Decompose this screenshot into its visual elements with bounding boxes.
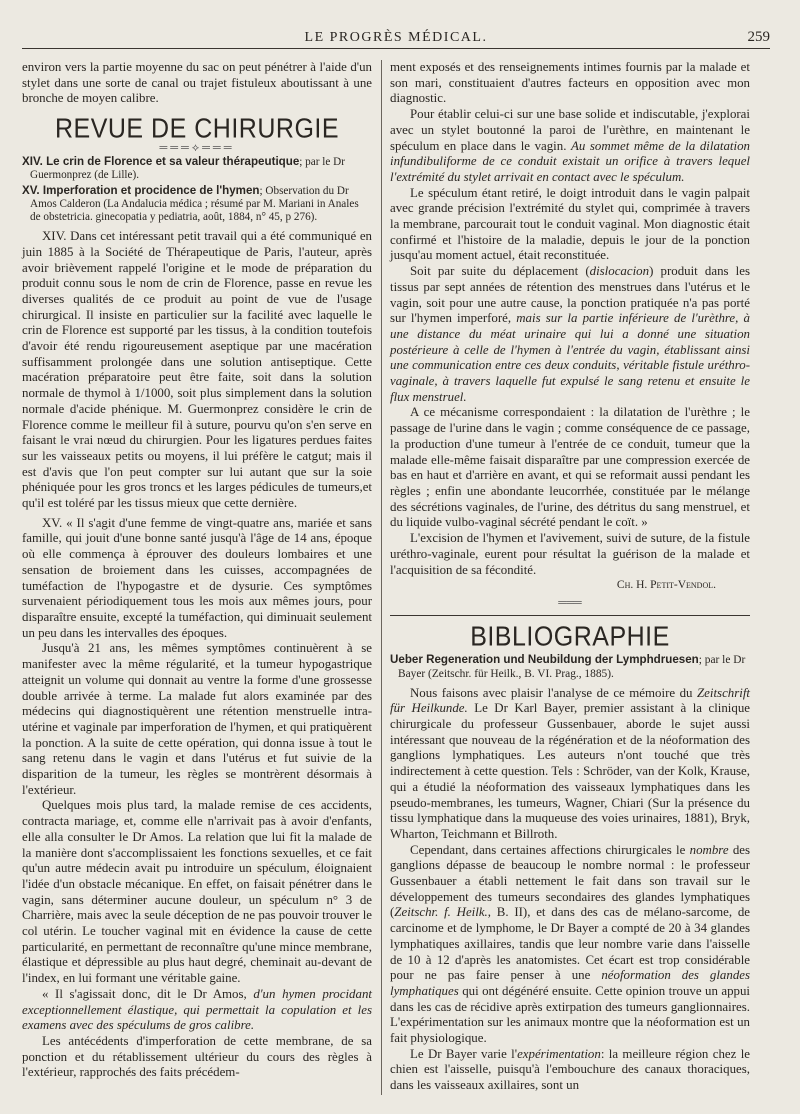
paragraph-xiv: XIV. Dans cet intéressant petit travail qui a été communiqué en juin 1885 à la Société de Thérapeutique de Paris, l'auteur, après avoir brièvement rappelé l'origine et le mode de préparation du produit connu sous le nom de crin de Florence, passe en revue les diverses qualités de ce produit au point de vue de l'usage chirurgical. Il insiste en particulier sur la facilité avec laquelle le crin de Florence est supporté par les tissus, à la condition toutefois d'avoir été rendu rigoureusement aseptique par une macération suffisamment prolongée dans une solution antiseptique. Cette macération préparatoire peut être faite, soit dans la solution normale de thymol à 1/1000, soit plus simplement dans la solution normale d'acide phénique. M. Guermonprez considère le crin de Florence comme le meilleur fil à suture, pourvu qu'on s'en serve en faisant le vrai nœud du chirurgien. Pour les ligatures perdues faites sur les vaisseaux petits ou moyens, il lui préfère le catgut; mais il est d'avis que l'on peut compter sur lui autant que sur la soie phéniquée pour les gros troncs et les larges pédicules de tumeurs,et qu'il est toléré par les tissus mieux que cette dernière.	[22, 229, 372, 511]
paragraph: Les antécédents d'imperforation de cette membrane, de sa ponction et du rétablissement ultérieur du cours des règles à l'extérieur, rapprochés des faits précédem-	[22, 1033, 372, 1080]
biblio-entry-rest: ; par le Dr Bayer (Zeitschr. für Heilk., B. VI. Prag., 1885).	[398, 654, 746, 680]
paragraph: A ce mécanisme correspondaient : la dilatation de l'urèthre ; le passage de l'urine dans le vagin ; comme conséquence de ce passage, la production d'une tumeur à l'entrée de ce conduit, tumeur que la malade elle-même faisait disparaître par une compression exercée de bas en haut et d'arrière en avant, et qui se reformait aussi pendant les règles ; enfin une abondante leucorrhée, constituée par le mélange des sécrétions vaginales, de l'urine, des détritus du sang menstruel, et du liquide vulbo-vaginal sécrété pendant le coït. »	[390, 405, 750, 530]
text-italic: Au sommet même de la dilatation infundibuliforme de ce conduit existait un orifice à travers lequel l'extrémité du stylet arrivait en contact avec le spéculum.	[390, 138, 750, 184]
text-plain: des ganglions dépasse de beaucoup le nombre normal : le professeur Gussenbauer a établi nettement le fait dans son travail sur le développement des tumeurs secondaires des glandes lymphatiques (	[390, 842, 751, 920]
right-column	[390, 60, 750, 1094]
paragraph	[390, 107, 750, 186]
section-title-revue: REVUE DE CHIRURGIE	[54, 113, 340, 145]
text-italic: expérimentation	[517, 1046, 601, 1061]
text-plain: Cependant, dans certaines affections chirurgicales le	[410, 842, 690, 857]
entry-xiv-rest: ; par le Dr Guermonprez (de Lille).	[30, 156, 345, 182]
paragraph-quote	[22, 987, 372, 1034]
text-italic: Zeitschrift für Heilkunde.	[390, 685, 750, 716]
section-title-bibliographie: BIBLIOGRAPHIE	[470, 621, 670, 653]
text-italic: nombre	[689, 842, 729, 857]
paragraph	[390, 264, 750, 405]
ornament-divider: ═══⟡═══	[159, 142, 235, 155]
text-plain: : la meilleure région chez le chien est l'aisselle, puisqu'à l'embouchure des canaux thoraciques, dans les vaisseaux axillaires, sont un	[390, 1046, 750, 1093]
text-italic: néoformation des glandes lymphatiques	[390, 968, 751, 998]
ornament-divider: ═══	[558, 596, 582, 609]
quote-plain: « Il s'agissait donc, dit le Dr Amos,	[42, 986, 254, 1001]
text-italic: Zeitschr. f. Heilk.	[394, 905, 488, 920]
biblio-entry-title: Ueber Regeneration und Neubildung der Lymphdruesen	[390, 653, 699, 667]
paragraph: L'excision de l'hymen et l'avivement, suivi de suture, de la fistule uréthro-vaginale, eurent pour résultat la guérison de la malade et l'acquisition de sa fécondité.	[390, 531, 750, 577]
quote-italic: d'un hymen procidant exceptionnellement élastique, qui permettait la copulation et les examens avec des spéculums de gros calibre.	[22, 986, 372, 1033]
text-plain: Nous faisons avec plaisir l'analyse de ce mémoire du	[410, 685, 697, 700]
continued-paragraph: environ vers la partie moyenne du sac on peut pénétrer à l'aide d'un stylet dans une sorte de canal ou trajet fistuleux aboutissant à une bronche de moyen calibre.	[22, 60, 372, 106]
text-italic: dislocacion	[589, 264, 650, 279]
text-plain: Soit par suite du déplacement (	[410, 264, 590, 279]
paragraph: Le spéculum étant retiré, le doigt introduit dans le vagin palpait avec grande précision l'extrémité du stylet qui, comprimée à travers la membrane, parcourait tout le conduit vaginal. Mon diagnostic était confirmé et l'histoire de la maladie, depuis le jour de la ponction jusqu'au moment actuel, était reconstituée.	[390, 185, 750, 263]
paragraph: Quelques mois plus tard, la malade remise de ces accidents, contracta mariage, et, comme elle n'arrivait pas à avoir d'enfants, elle alla consulter le Dr Amos. La relation que lui fit la malade de la manière dont s'accomplissaient les fonctions sexuelles, et ce fait qu'un autre médecin avait pu introduire un spéculum, éloignaient l'idée d'un obstacle mécanique. En effet, on faisait pénétrer dans le vagin, sans déterminer aucune douleur, un spéculum n° 3 de Charrière, mais avec la seule déception de ne pas pouvoir trouver le col utérin. Le toucher vaginal mit en évidence la cause de cette particularité, en permettant de reconnaître qu'une mince membrane, élastique et dépressible au plus haut degré, cheminait au-devant de l'index, en lui formant une véritable gaine.	[22, 798, 372, 986]
page-number: 259	[747, 29, 770, 45]
left-column	[22, 60, 372, 1081]
text-plain: , B. II), et dans des cas de mélano-sarcome, de carcinome et de lymphome, le Dr Bayer a compté de 20 à 34 glandes lymphatiques axillaires, tandis que leur nombre varie dans l'aisselle de 10 à 12 d'après les anatomistes. Cet écart est trop considérable pour ne pas faire penser à une	[390, 905, 750, 983]
author-signature: Ch. H. Petit-Vendol.	[616, 579, 716, 592]
text-italic: mais sur la partie inférieure de l'urèthre, à une distance du méat urinaire qui lui a donné une situation postérieure à celle de l'hymen à l'entrée du vagin, établissant ainsi une communication entre ces deux conduits, véritable fistule uréthro-vaginale, à travers laquelle fut expulsé le sang retenu et ensuite le flux menstruel.	[390, 311, 750, 404]
entry-xv	[22, 184, 372, 225]
text-plain: Le Dr Karl Bayer, premier assistant à la clinique chirurgicale du professeur Gussenbauer, aborde le sujet aussi intéressant que nouveau de la régénération et de la néoformation des ganglions lymphatiques. Les auteurs n'ont touché que très indirectement à cette question. Tels : Schröder, van der Kolk, Krause, qui a étudié la néoformation des vaisseaux lymphatiques dans les pseudo-membranes, les tumeurs, Wagner, Chiari (Sur la présence du tissu lymphatique dans la muqueuse des voies urinaires, 1881), Bryk, Wharton, Teichmann et Billroth.	[390, 701, 750, 841]
continued-paragraph: ment exposés et des renseignements intimes fournis par la malade et son mari, constituaient d'autres facteurs en opposition avec mon diagnostic.	[390, 60, 750, 106]
entry-xiv	[22, 155, 372, 182]
text-plain: Pour établir celui-ci sur une base solide et indiscutable, j'explorai avec un stylet boutonné la paroi de l'urèthre, en maintenant le spéculum en place dans le vagin.	[390, 107, 750, 153]
text-plain: Le Dr Bayer varie l'	[410, 1046, 518, 1061]
paragraph	[390, 1047, 750, 1094]
running-header	[22, 26, 770, 49]
journal-title: LE PROGRÈS MÉDICAL.	[304, 30, 488, 45]
paragraph	[390, 843, 750, 1047]
section-rule	[390, 615, 750, 617]
column-divider	[381, 60, 382, 1095]
entry-xv-rest: ; Observation du Dr Amos Calderon (La Andalucia médica ; résumé par M. Mariani in Anales de obstetricia. ginecopatia y pediatria, août, 1884, n° 45, p 276).	[30, 184, 359, 223]
entry-xiv-title: XIV. Le crin de Florence et sa valeur thérapeutique	[22, 155, 300, 169]
paragraph	[390, 686, 750, 843]
text-plain: qui ont dégénéré ensuite. Cette opinion trouve un appui dans les cas de récidive après extirpation des tumeurs ganglionnaires. L'expérimentation sur les animaux montre que la néoformation est un fait physiologique.	[390, 983, 750, 1046]
text-plain: ) produit dans les tissus par sept années de rétention des menstrues dans l'utérus et le vagin, soit pour une autre cause, la ponction pratiquée n'a pas porté sur l'hymen imperforé,	[390, 264, 750, 326]
biblio-entry	[390, 653, 750, 681]
entry-xv-title: XV. Imperforation et procidence de l'hymen	[22, 183, 260, 197]
paragraph: Jusqu'à 21 ans, les mêmes symptômes continuèrent à se manifester avec la même régularité, et la tumeur hypogastrique atteignit un volume qui donnait au ventre la forme d'une grossesse double arrivée à terme. La malade fut alors examinée par des médecins qui diagnostiquèrent une rétention menstruelle intra-utérine et vaginale par imperforation de l'hymen, et qui pratiquèrent la ponction. A la suite de cette opération, qui donna issue à tout le sang retenu dans le vagin et dans l'utérus et fut suivie de la disparition de la tumeur, les règles se montrèrent désormais à l'extérieur.	[22, 641, 372, 797]
paragraph-xv: XV. « Il s'agit d'une femme de vingt-quatre ans, mariée et sans famille, qui jouit d'une bonne santé jusqu'à l'âge de 14 ans, époque où elle commença à éprouver des douleurs lombaires et une sensation de broiement dans les cuisses, accompagnées de tuméfaction de l'hypogastre et de dysurie. Ces symptômes survenaient périodiquement tous les mois aux mêmes jours, pour disparaître ensuite, excepté la tuméfaction, qui diminuait seulement un peu dans les intervalles des époques.	[22, 515, 372, 640]
